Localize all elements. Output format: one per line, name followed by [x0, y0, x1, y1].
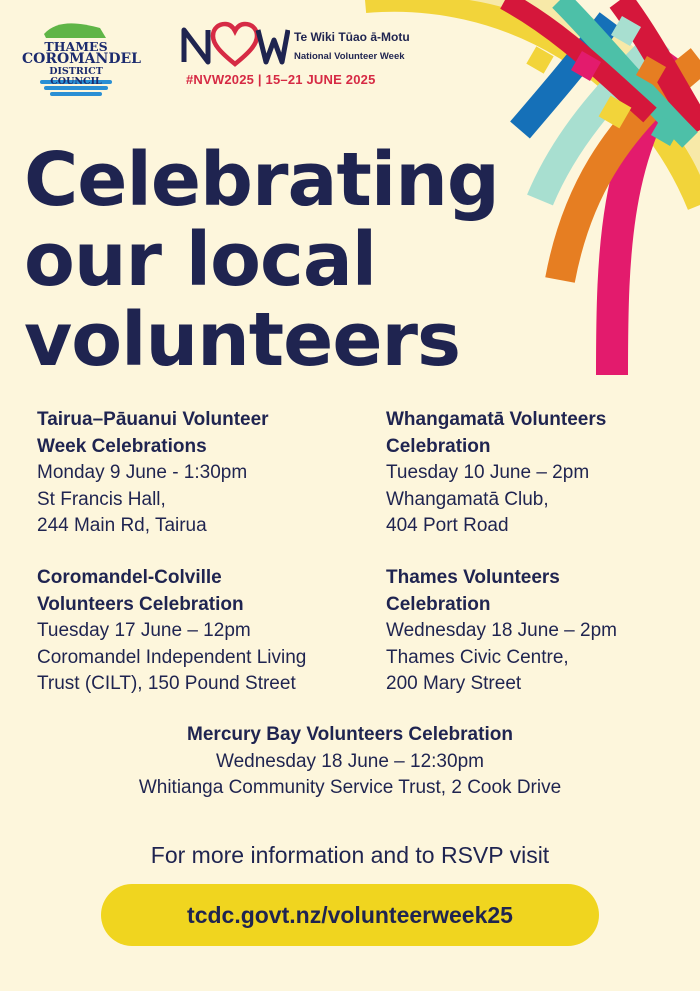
council-logo-line1: THAMES: [44, 39, 108, 54]
council-logo: [22, 20, 141, 98]
event-whangamata: [386, 407, 700, 540]
event-datetime: Wednesday 18 June – 12:30pm: [216, 750, 484, 772]
event-datetime: Wednesday 18 June – 2pm: [386, 620, 617, 641]
headline-line-3: volunteers: [24, 297, 461, 383]
nvw-english-title: National Volunteer Week: [294, 51, 405, 62]
event-venue: St Francis Hall,: [37, 488, 166, 510]
event-title-line2: Week Celebrations: [37, 435, 207, 457]
event-address: 200 Mary Street: [386, 673, 522, 694]
rsvp-url-button[interactable]: tcdc.govt.nz/volunteerweek25: [101, 884, 599, 946]
event-venue: Whitianga Community Service Trust, 2 Cook Drive: [138, 777, 562, 798]
event-title: Mercury Bay Volunteers Celebration: [187, 724, 513, 745]
page-headline: [24, 137, 499, 383]
nvw-hashtag-dates: #NVW2025 | 15–21 JUNE 2025: [186, 72, 376, 87]
headline-line-1: Celebrating: [24, 137, 499, 223]
event-venue: Whangamatā Club,: [386, 488, 549, 510]
event-venue: Thames Civic Centre,: [386, 646, 569, 668]
event-title-line2: Celebration: [386, 593, 491, 615]
event-address: 404 Port Road: [386, 515, 509, 536]
headline-line-2: our local: [24, 217, 377, 303]
nvw-heart-mark-icon: [180, 18, 290, 68]
event-title-line2: Volunteers Celebration: [37, 593, 244, 615]
event-coromandel-colville: [37, 565, 357, 698]
event-datetime: Tuesday 10 June – 2pm: [386, 462, 590, 483]
rsvp-text: For more information and to RSVP visit: [150, 842, 550, 868]
event-mercury-bay: [0, 722, 700, 802]
event-title-line1: Coromandel-Colville: [37, 567, 222, 588]
event-title-line1: Thames Volunteers: [386, 567, 560, 588]
event-venue: Coromandel Independent Living: [37, 646, 307, 668]
event-address: Trust (CILT), 150 Pound Street: [37, 673, 296, 694]
event-thames: [386, 565, 700, 698]
event-address: 244 Main Rd, Tairua: [37, 515, 207, 536]
council-logo-line3: DISTRICT COUNCIL: [49, 66, 103, 87]
event-title-line2: Celebration: [386, 435, 491, 457]
event-tairua-pauanui: [37, 407, 357, 540]
nvw-maori-title: Te Wiki Tūao ā-Motu: [294, 30, 410, 44]
event-datetime: Monday 9 June - 1:30pm: [37, 462, 248, 483]
event-title-line1: Tairua–Pāuanui Volunteer: [37, 409, 269, 430]
event-title-line1: Whangamatā Volunteers: [386, 409, 607, 430]
council-logo-line2: COROMANDEL: [22, 51, 141, 67]
event-datetime: Tuesday 17 June – 12pm: [37, 620, 251, 641]
